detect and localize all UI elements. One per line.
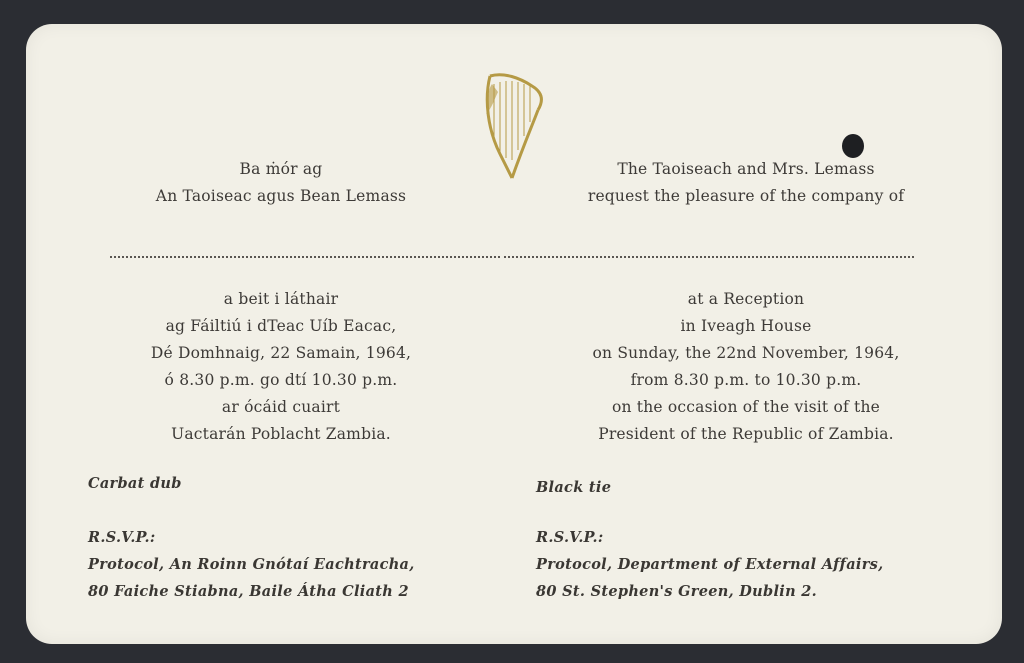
header-right [526, 156, 966, 210]
header-left [86, 156, 476, 210]
body-left-line: ó 8.30 p.m. go dtí 10.30 p.m. [164, 371, 398, 389]
body-left-line: ar ócáid cuairt [221, 398, 341, 416]
punched-hole [842, 134, 864, 158]
invitation-card [26, 24, 1002, 644]
header-right-line1: The Taoiseach and Mrs. Lemass [617, 160, 875, 178]
dress-code-right: Black tie [536, 479, 612, 496]
body-left-line: ag Fáiltiú i dTeac Uíb Eacac, [165, 317, 397, 335]
dress-code-left: Carbat dub [88, 475, 182, 492]
rsvp-left [88, 524, 415, 605]
rsvp-right [536, 524, 883, 605]
rsvp-right-line1: Protocol, Department of External Affairs, [536, 556, 884, 573]
header-left-line1: Ba ṁór ag [239, 160, 323, 178]
body-right-line: in Iveagh House [680, 317, 812, 335]
header-right-line2: request the pleasure of the company of [587, 187, 905, 205]
rsvp-right-line2: 80 St. Stephen's Green, Dublin 2. [536, 583, 817, 600]
body-left-line: Dé Domhnaig, 22 Samain, 1964, [150, 344, 412, 362]
body-right-line: President of the Republic of Zambia. [598, 425, 894, 443]
rsvp-left-line2: 80 Faiche Stiabna, Baile Átha Cliath 2 [88, 583, 409, 600]
body-left [86, 286, 476, 448]
body-right [526, 286, 966, 448]
rsvp-right-label: R.S.V.P.: [536, 529, 604, 546]
body-left-line: Uactarán Poblacht Zambia. [171, 425, 391, 443]
body-right-line: at a Reception [687, 290, 805, 308]
rsvp-left-label: R.S.V.P.: [88, 529, 156, 546]
body-right-line: from 8.30 p.m. to 10.30 p.m. [630, 371, 862, 389]
header-left-line2: An Taoiseac agus Bean Lemass [155, 187, 407, 205]
name-line-right [504, 256, 914, 258]
body-left-line: a beit i láthair [223, 290, 339, 308]
rsvp-left-line1: Protocol, An Roinn Gnótaí Eachtracha, [88, 556, 415, 573]
name-line-left [110, 256, 500, 258]
body-right-line: on the occasion of the visit of the [611, 398, 881, 416]
body-right-line: on Sunday, the 22nd November, 1964, [592, 344, 900, 362]
